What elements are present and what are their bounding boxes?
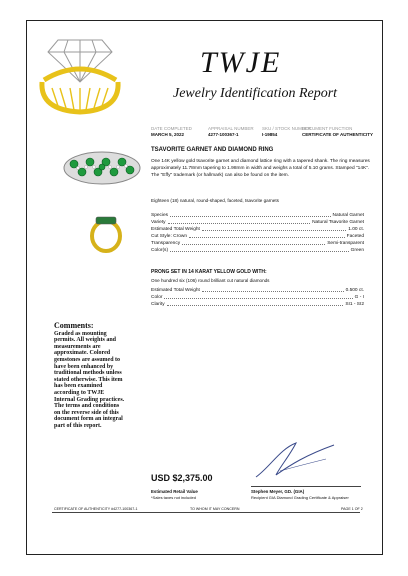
diamond-ring-logo <box>30 30 130 115</box>
property-value: Faceted <box>346 234 364 239</box>
property-label: Color <box>151 295 163 300</box>
property-label: Estimated Total Weight <box>151 288 200 293</box>
ring-top-photo <box>62 146 142 190</box>
property-row <box>151 225 364 232</box>
property-label: Transparency <box>151 241 181 246</box>
meta-document-function <box>302 126 373 138</box>
comments-title: Comments: <box>54 321 94 330</box>
meta-value: CERTIFICATE OF AUTHENTICITY <box>302 132 373 137</box>
prong-setting-subtitle: One hundred six (106) round brilliant cut natural diamonds <box>151 278 270 283</box>
footer-page-number: PAGE 1 OF 2 <box>341 507 363 511</box>
meta-date <box>151 126 192 138</box>
retail-price: USD $2,375.00 <box>151 473 213 483</box>
property-label: Species <box>151 213 169 218</box>
meta-header: DOCUMENT FUNCTION <box>302 126 353 131</box>
meta-header: SKU / STOCK NUMBER <box>262 126 312 131</box>
brand-title: TWJE <box>200 46 282 79</box>
comments-block <box>54 323 126 430</box>
property-value: Semi-transparent <box>327 241 364 246</box>
property-label: Variety <box>151 220 166 225</box>
item-description: One 14K yellow gold tsavorite garnet and diamond lattice ring with a tapered shank. The ring measures approximately 11.78mm tapering to 1.98mm in width and weighs a total of 5.10 grams. Stamped "14K". The "Effy" trademark (or hallmark) can also be found on the item. <box>151 159 370 178</box>
property-row <box>151 293 364 300</box>
item-title: TSAVORITE GARNET AND DIAMOND RING <box>151 147 274 153</box>
meta-value: I-19854 <box>262 132 278 137</box>
property-value: Natural Tsavorite Garnet <box>312 220 364 225</box>
tax-note: *Sales taxes not included <box>151 495 196 500</box>
meta-header: APPRAISAL NUMBER <box>208 126 254 131</box>
ring-side-photo <box>88 214 124 254</box>
property-value: SI1 - SI2 <box>345 302 364 307</box>
property-label: Estimated Total Weight <box>151 227 200 232</box>
signer-name: Stephen Meyer, GD. (GIA) <box>251 489 305 494</box>
property-value: G - I <box>354 295 364 300</box>
prong-setting-title: PRONG SET IN 14 KARAT YELLOW GOLD WITH: <box>151 269 267 275</box>
signature <box>250 437 340 481</box>
property-label: Cut Style: Crown <box>151 234 187 239</box>
signer-role: Recipient GIA Diamond Grading Certificate & Appraiser <box>251 495 349 500</box>
meta-appraisal-number <box>208 126 254 138</box>
property-row <box>151 211 364 218</box>
property-row <box>151 232 364 239</box>
property-value: Natural Garnet <box>332 213 364 218</box>
property-row <box>151 300 364 307</box>
property-row <box>151 218 364 225</box>
footer-certificate-number: CERTIFICATE OF AUTHENTICITY #4277-100367-1 <box>54 507 138 511</box>
comments-text: Graded as mounting permits. All weights and measurements are approximate. Colored gemstones are assumed to have been enhanced by traditional methods unless stated otherwise. This item has been examined according to TWJE Internal Grading practices. The terms and conditions on the reverse side of this document form an integral part of this report. <box>54 330 125 429</box>
meta-header: DATE COMPLETED <box>151 126 192 131</box>
property-row <box>151 239 364 246</box>
signature-line <box>251 486 361 487</box>
property-label: Color(s) <box>151 248 169 253</box>
diamond-properties <box>151 286 364 307</box>
property-value: 0.500 ct. <box>345 288 364 293</box>
property-row <box>151 286 364 293</box>
property-label: Clarity <box>151 302 165 307</box>
property-row <box>151 246 364 253</box>
footer-addressee: TO WHOM IT MAY CONCERN <box>190 507 240 511</box>
property-value: 1.00 ct. <box>348 227 364 232</box>
footer-divider <box>52 512 360 513</box>
meta-value: MARCH 5, 2022 <box>151 132 185 137</box>
property-value: Green <box>350 248 364 253</box>
retail-price-label: Estimated Retail Value <box>151 489 198 494</box>
meta-value: 4277-100367-1 <box>208 132 239 137</box>
gems-intro: Eighteen (18) natural, round-shaped, faceted, tsavorite garnets <box>151 198 279 203</box>
report-subtitle: Jewelry Identification Report <box>173 86 338 101</box>
gem-properties <box>151 211 364 253</box>
